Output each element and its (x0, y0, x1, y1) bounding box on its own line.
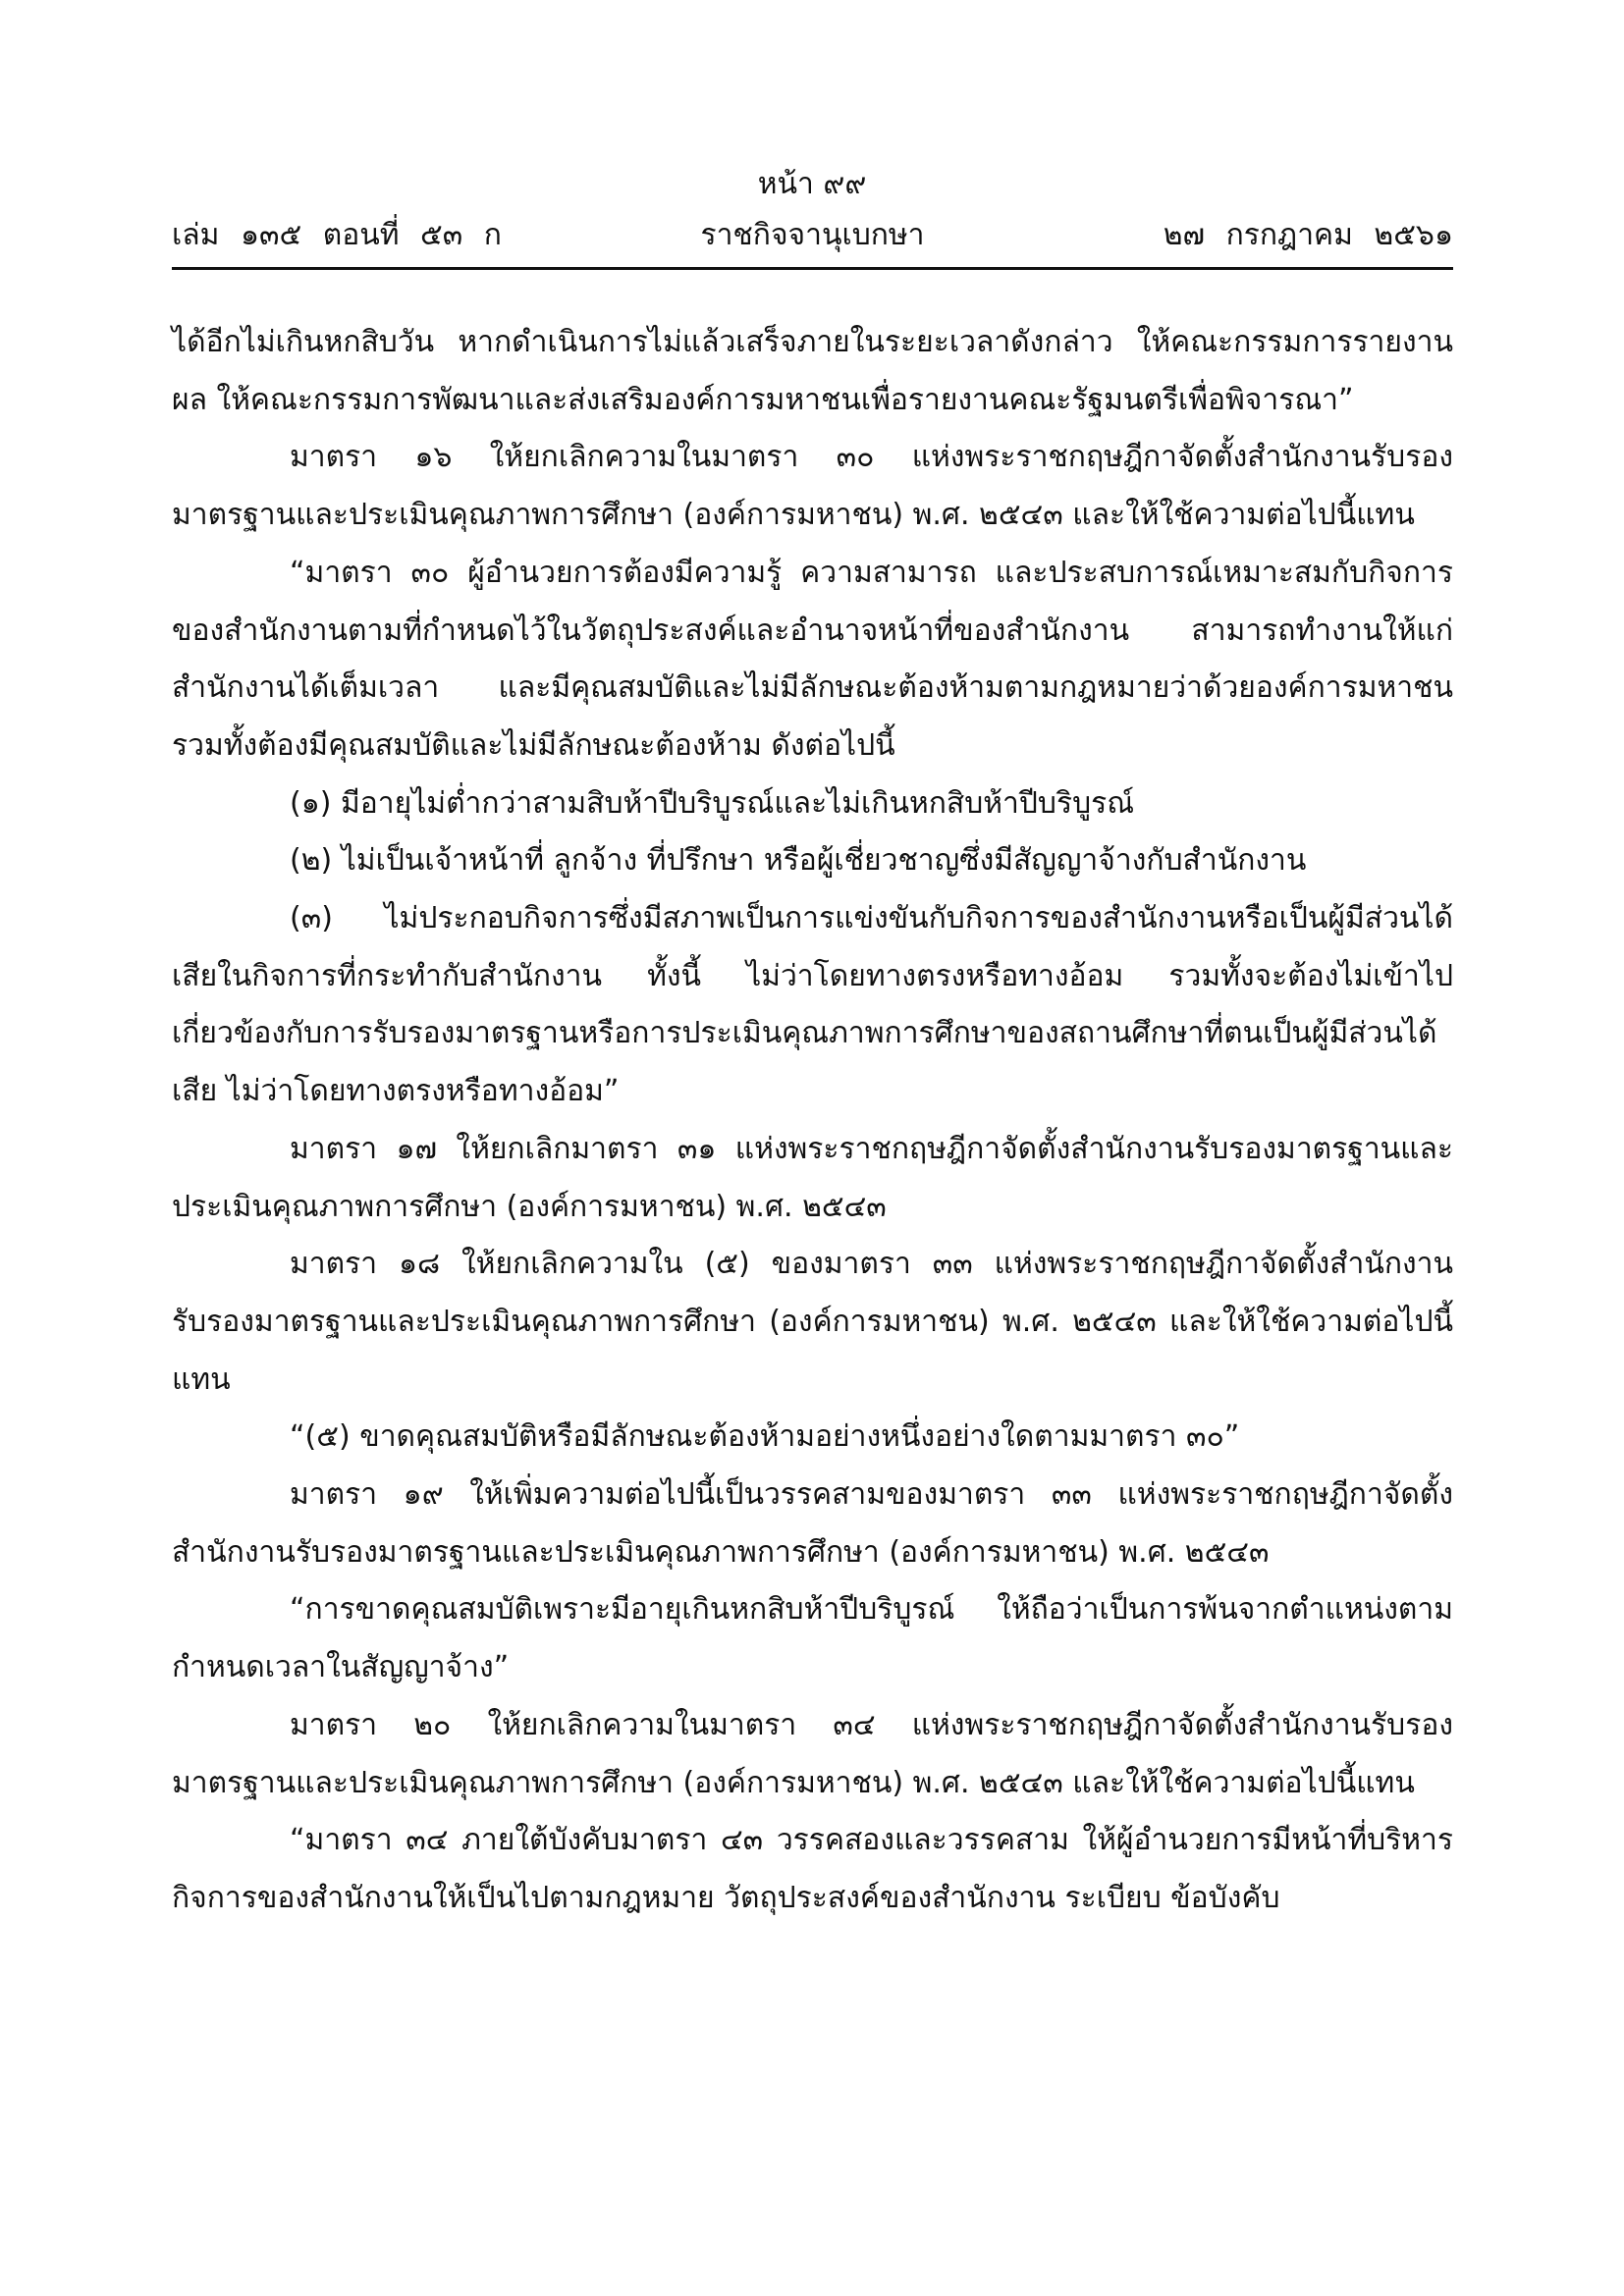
volume-issue: เล่ม ๑๓๕ ตอนที่ ๕๓ ก (172, 218, 502, 252)
paragraph-item-3: (๓) ไม่ประกอบกิจการซึ่งมีสภาพเป็นการแข่งขันกับกิจการของสำนักงานหรือเป็นผู้มีส่วนได้เสียในกิจการที่กระทำกับสำนักงาน ทั้งนี้ ไม่ว่าโดยทางตรงหรือทางอ้อม รวมทั้งจะต้องไม่เข้าไปเกี่ยวข้องกับการรับรองมาตรฐานหรือการประเมินคุณภาพการศึกษาของสถานศึกษาที่ตนเป็นผู้มีส่วนได้เสีย ไม่ว่าโดยทางตรงหรือทางอ้อม” (172, 901, 1453, 1109)
paragraph-section-16: มาตรา ๑๖ ให้ยกเลิกความในมาตรา ๓๐ แห่งพระราชกฤษฎีกาจัดตั้งสำนักงานรับรองมาตรฐานและประเมินคุณภาพการศึกษา (องค์การมหาชน) พ.ศ. ๒๕๔๓ และให้ใช้ความต่อไปนี้แทน (172, 440, 1453, 533)
paragraph-section-17: มาตรา ๑๗ ให้ยกเลิกมาตรา ๓๑ แห่งพระราชกฤษฎีกาจัดตั้งสำนักงานรับรองมาตรฐานและประเมินคุณภาพการศึกษา (องค์การมหาชน) พ.ศ. ๒๕๔๓ (172, 1131, 1453, 1224)
paragraph-item-2: (๒) ไม่เป็นเจ้าหน้าที่ ลูกจ้าง ที่ปรึกษา หรือผู้เชี่ยวชาญซึ่งมีสัญญาจ้างกับสำนักงาน (290, 843, 1307, 879)
page-number: หน้า ๙๙ (757, 167, 867, 201)
paragraph-continuation: ได้อีกไม่เกินหกสิบวัน หากดำเนินการไม่แล้วเสร็จภายในระยะเวลาดังกล่าว ให้คณะกรรมการรายงานผล ให้คณะกรรมการพัฒนาและส่งเสริมองค์การมหาชนเพื่อรายงานคณะรัฐมนตรีเพื่อพิจารณา” (172, 325, 1453, 417)
paragraph-section-19: มาตรา ๑๙ ให้เพิ่มความต่อไปนี้เป็นวรรคสามของมาตรา ๓๓ แห่งพระราชกฤษฎีกาจัดตั้งสำนักงานรับรองมาตรฐานและประเมินคุณภาพการศึกษา (องค์การมหาชน) พ.ศ. ๒๕๔๓ (172, 1477, 1453, 1570)
paragraph-item-5: “(๕) ขาดคุณสมบัติหรือมีลักษณะต้องห้ามอย่างหนึ่งอย่างใดตามมาตรา ๓๐” (290, 1419, 1240, 1455)
paragraph-item-1: (๑) มีอายุไม่ต่ำกว่าสามสิบห้าปีบริบูรณ์และไม่เกินหกสิบห้าปีบริบูรณ์ (290, 785, 1135, 821)
header-divider (172, 267, 1453, 270)
paragraph-section-20: มาตรา ๒๐ ให้ยกเลิกความในมาตรา ๓๔ แห่งพระราชกฤษฎีกาจัดตั้งสำนักงานรับรองมาตรฐานและประเมินคุณภาพการศึกษา (องค์การมหาชน) พ.ศ. ๒๕๔๓ และให้ใช้ความต่อไปนี้แทน (172, 1707, 1453, 1800)
gazette-header (172, 216, 1453, 259)
paragraph-section-18: มาตรา ๑๘ ให้ยกเลิกความใน (๕) ของมาตรา ๓๓ แห่งพระราชกฤษฎีกาจัดตั้งสำนักงานรับรองมาตรฐานและประเมินคุณภาพการศึกษา (องค์การมหาชน) พ.ศ. ๒๕๔๓ และให้ใช้ความต่อไปนี้แทน (172, 1247, 1453, 1397)
document-body (172, 314, 1453, 1928)
paragraph-section-34-text: “มาตรา ๓๔ ภายใต้บังคับมาตรา ๔๓ วรรคสองและวรรคสาม ให้ผู้อำนวยการมีหน้าที่บริหารกิจการของสำนักงานให้เป็นไปตามกฎหมาย วัตถุประสงค์ของสำนักงาน ระเบียบ ข้อบังคับ (172, 1823, 1453, 1915)
publication-title: ราชกิจจานุเบกษา (700, 218, 925, 252)
paragraph-section-30-text: “มาตรา ๓๐ ผู้อำนวยการต้องมีความรู้ ความสามารถ และประสบการณ์เหมาะสมกับกิจการของสำนักงานตามที่กำหนดไว้ในวัตถุประสงค์และอำนาจหน้าที่ของสำนักงาน สามารถทำงานให้แก่สำนักงานได้เต็มเวลา และมีคุณสมบัติและไม่มีลักษณะต้องห้ามตามกฎหมายว่าด้วยองค์การมหาชนรวมทั้งต้องมีคุณสมบัติและไม่มีลักษณะต้องห้าม ดังต่อไปนี้ (172, 555, 1453, 763)
publication-date: ๒๗ กรกฎาคม ๒๕๖๑ (1163, 218, 1453, 252)
paragraph-retirement-clause: “การขาดคุณสมบัติเพราะมีอายุเกินหกสิบห้าปีบริบูรณ์ ให้ถือว่าเป็นการพ้นจากตำแหน่งตามกำหนดเวลาในสัญญาจ้าง” (172, 1592, 1453, 1685)
